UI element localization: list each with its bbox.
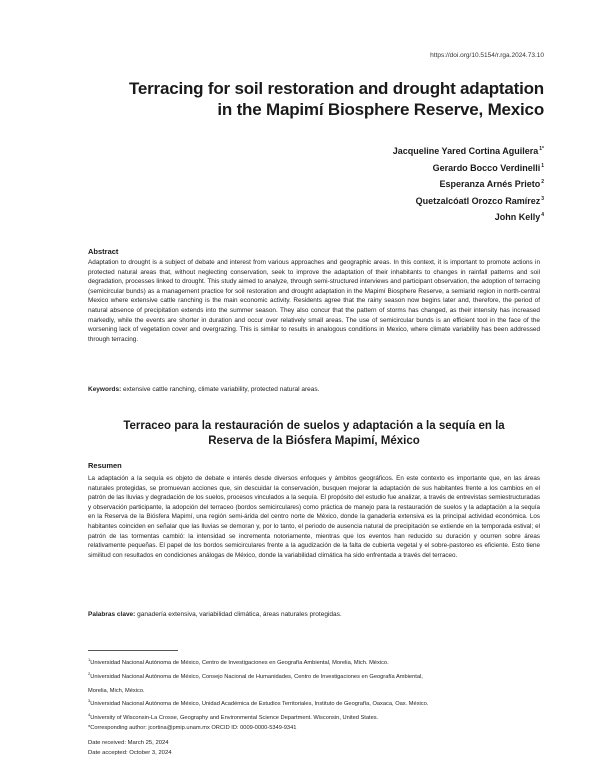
author-affiliation-mark: 2 <box>541 179 544 185</box>
publication-dates <box>88 739 172 758</box>
affiliation-text: Universidad Nacional Autónoma de México, Consejo Nacional de Humanidades, Centro de Investigaciones en Geografía Ambiental, <box>90 673 423 680</box>
spanish-title <box>88 419 540 449</box>
resumen-text: La adaptación a la sequía es objeto de debate e interés desde diversos enfoques y ámbitos geográficos. En este contexto es importante que, en las áreas naturales protegidas, se promuevan acciones que, sin descuidar la conservación, busquen mejorar la adaptación de sus habitantes frente a los cambios en el patrón de las lluvias y degradación de los suelos, procesos vinculados a la sequía. El propósito del estudio fue analizar, a través de entrevistas semiestructuradas y observación participante, la adopción del terraceo (bordos semicirculares) como práctica de manejo para la restauración de suelos y la adaptación a la sequía en la Reserva de la Biósfera Mapimí, una región semi-árida del centro norte de México, donde la ganadería extensiva es la principal actividad económica. Los habitantes coinciden en señalar que las lluvias se demoran y, por lo tanto, el periodo de ausencia natural de precipitación se extiende en la temporada estival; el patrón de las tormentas cambió: la intensidad se incrementa notoriamente, mientras que los eventos han reducido su duración y ocurren sobre áreas relativamente pequeñas. El papel de los bordos semicirculares frente a la agudización de la falta de cubierta vegetal y el sobre-pastoreo es eficiente. Esto tiene similitud con resultados en condiciones análogas de México, donde la variabilidad climática ha sido enfrentada a través del terraceo. <box>88 475 540 559</box>
affiliation-mark: 4 <box>88 712 91 718</box>
spanish-title-line: Reserva de la Biósfera Mapimí, México <box>208 435 420 447</box>
abstract-heading: Abstract <box>88 247 119 256</box>
date-accepted: Date accepted: October 3, 2024 <box>88 749 172 756</box>
paper-title <box>124 78 544 120</box>
paper-title-line: Terracing for soil restoration and drought adaptation <box>128 79 544 98</box>
author-name: Jacqueline Yared Cortina Aguilera <box>392 146 539 156</box>
keywords-label: Keywords: <box>88 386 122 393</box>
palabras-clave-text: ganadería extensiva, variabilidad climática, áreas naturales protegidas. <box>137 611 342 618</box>
author-list <box>393 142 544 225</box>
affiliation-mark: 1 <box>88 657 91 662</box>
author-name: Esperanza Arnés Prieto <box>439 179 541 189</box>
affiliation-mark: 2 <box>88 670 91 676</box>
palabras-clave <box>88 611 342 618</box>
keywords <box>88 386 319 393</box>
resumen-heading: Resumen <box>88 461 122 470</box>
corresponding-author-text: *Corresponding author: jcortina@pmip.unam.mx ORCID ID: 0009-0000-5349-9341 <box>88 724 297 731</box>
abstract-text: Adaptation to drought is a subject of debate and interest from various approaches and geographic areas. In this context, it is important to promote actions in protected natural areas that, without neglecting conservation, seek to improve the adaptation of their inhabitants to changes in rainfall patterns and soil degradation, processes linked to drought. This study aimed to analyze, through semi-structured interviews and participant observation, the adoption of terracing (semicircular bunds) as a management practice for soil restoration and drought adaptation in the Mapimí Biosphere Reserve, a semiarid region in north-central Mexico where extensive cattle ranching is the main economic activity. Residents agree that the rainy season now begins later and, therefore, the period of natural absence of precipitation extends into the summer season. They also concur that the pattern of storms has changed, as their intensity has increased markedly, while the events are shorter in duration and occur over relatively small areas. The use of semicircular bunds is an efficient tool in the face of the worsening lack of vegetation cover and overgrazing. This is similar to results in analogous conditions in Mexico, where climate variability has been addressed through terracing. <box>88 259 540 343</box>
affiliation-text: Universidad Nacional Autónoma de México, Centro de Investigaciones en Geografía Ambiental, Morelia, Mich. México. <box>90 660 389 666</box>
affiliation <box>88 655 540 669</box>
paper-title-line: in the Mapimí Biosphere Reserve, Mexico <box>217 100 544 119</box>
author-affiliation-mark: 1* <box>539 146 544 152</box>
author-affiliation-mark: 1 <box>541 162 544 169</box>
author-affiliation-mark: 4 <box>541 212 544 218</box>
affiliation <box>88 669 540 683</box>
author-affiliation-mark: 3 <box>541 195 544 202</box>
affiliation <box>88 696 540 710</box>
affiliation <box>88 683 540 697</box>
keywords-text: extensive cattle ranching, climate variability, protected natural areas. <box>123 386 320 393</box>
affiliation-text: Morelia, Mich, México. <box>88 687 145 694</box>
affiliation <box>88 710 540 724</box>
affiliation-text: Universidad Nacional Autónoma de México, Unidad Académica de Estudios Territoriales, Instituto de Geografía, Oaxaca, Oax. México. <box>90 701 429 708</box>
corresponding-author <box>88 724 540 734</box>
spanish-title-line: Terraceo para la restauración de suelos y adaptación a la sequía en la <box>123 420 505 432</box>
affiliation-text: University of Wisconsin-La Crosse, Geography and Environmental Science Department. Wisconsin, United States. <box>90 715 379 722</box>
author-name: Quetzalcóatl Orozco Ramírez <box>415 195 541 206</box>
author <box>393 208 544 225</box>
author <box>393 159 544 176</box>
footnote-divider <box>88 650 178 651</box>
date-received: Date received: March 25, 2024 <box>88 740 169 746</box>
palabras-clave-label: Palabras clave: <box>88 611 136 618</box>
author-name: John Kelly <box>494 212 541 222</box>
affiliations <box>88 655 540 734</box>
author <box>393 142 544 159</box>
author <box>393 175 544 192</box>
affiliation-mark: 3 <box>88 698 91 704</box>
author <box>393 192 544 209</box>
doi-link[interactable]: https://doi.org/10.5154/r.rga.2024.73.10 <box>430 52 544 59</box>
author-name: Gerardo Bocco Verdinelli <box>432 162 541 173</box>
